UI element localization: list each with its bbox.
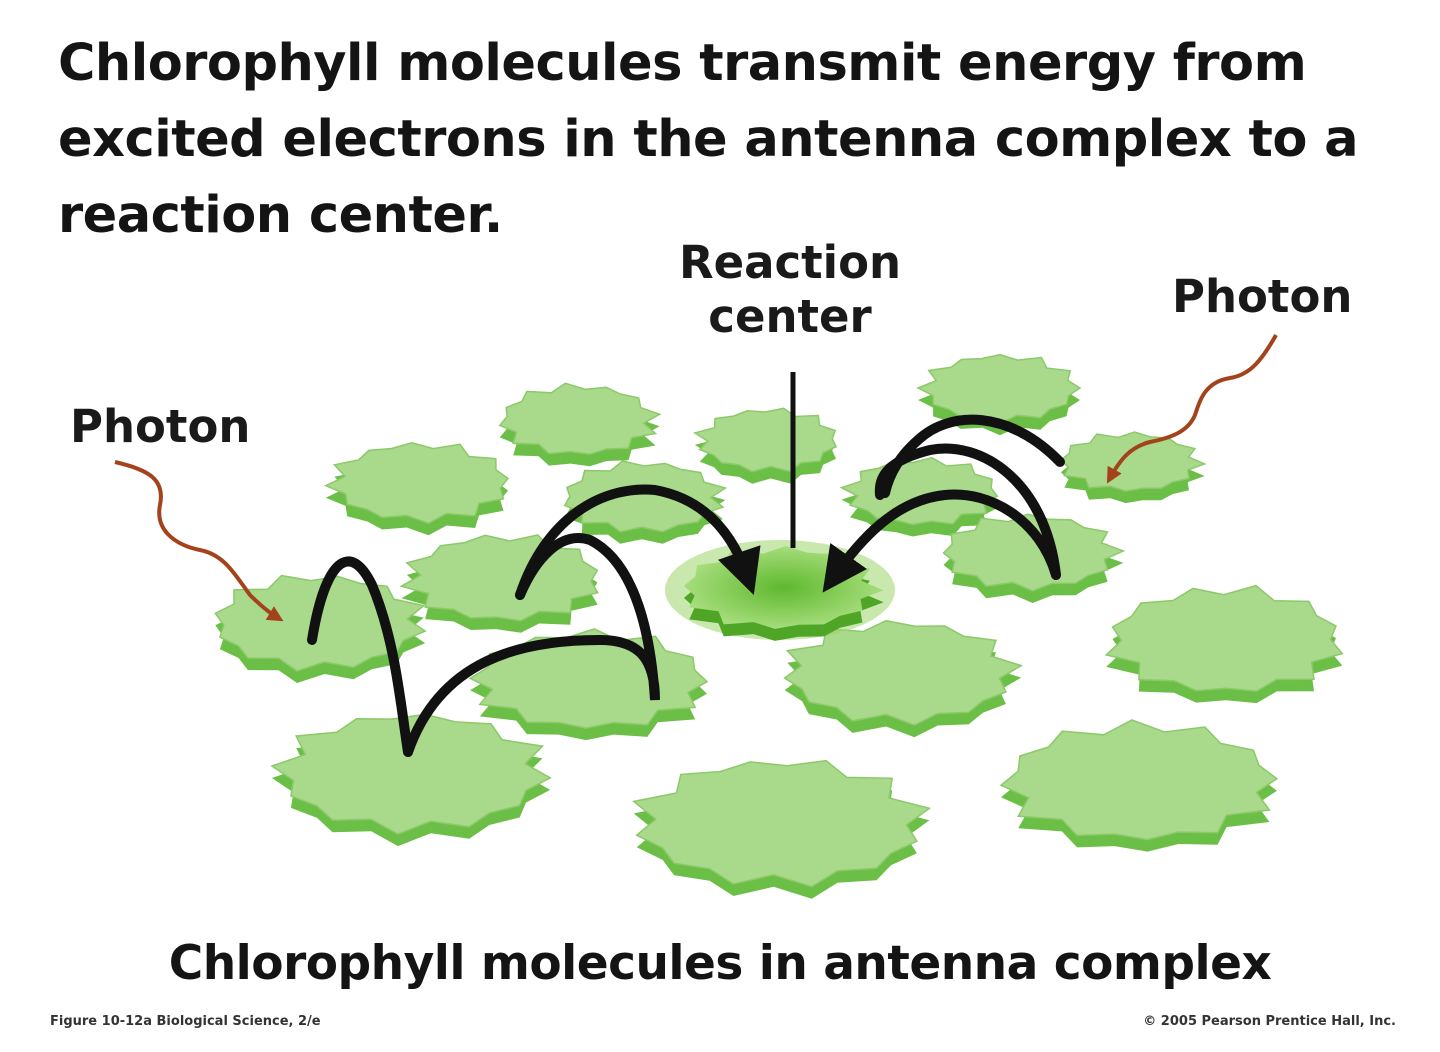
photon-label-right: Photon: [1172, 270, 1353, 323]
chlorophyll-molecule: [402, 535, 598, 633]
reaction-center-label: Reaction center: [678, 236, 902, 343]
chlorophyll-molecule: [1061, 432, 1205, 503]
reaction-center-molecule: [665, 540, 895, 641]
chlorophyll-molecule: [326, 443, 508, 536]
diagram-caption: Chlorophyll molecules in antenna complex: [168, 936, 1272, 991]
copyright-credit: © 2005 Pearson Prentice Hall, Inc.: [1143, 1014, 1396, 1029]
chlorophyll-molecule: [470, 629, 707, 740]
chlorophyll-molecule: [634, 761, 930, 899]
diagram-title: Chlorophyll molecules transmit energy from excited electrons in the antenna complex to a reaction center.: [58, 34, 1359, 245]
chlorophyll-molecule: [695, 408, 836, 483]
chlorophyll-molecule: [1106, 586, 1342, 704]
chlorophyll-molecule: [785, 621, 1022, 738]
figure-credit: Figure 10-12a Biological Science, 2/e: [50, 1014, 321, 1029]
chlorophyll-molecule: [1001, 720, 1277, 852]
photon-label-left: Photon: [70, 400, 251, 453]
chlorophyll-molecule: [500, 383, 660, 466]
